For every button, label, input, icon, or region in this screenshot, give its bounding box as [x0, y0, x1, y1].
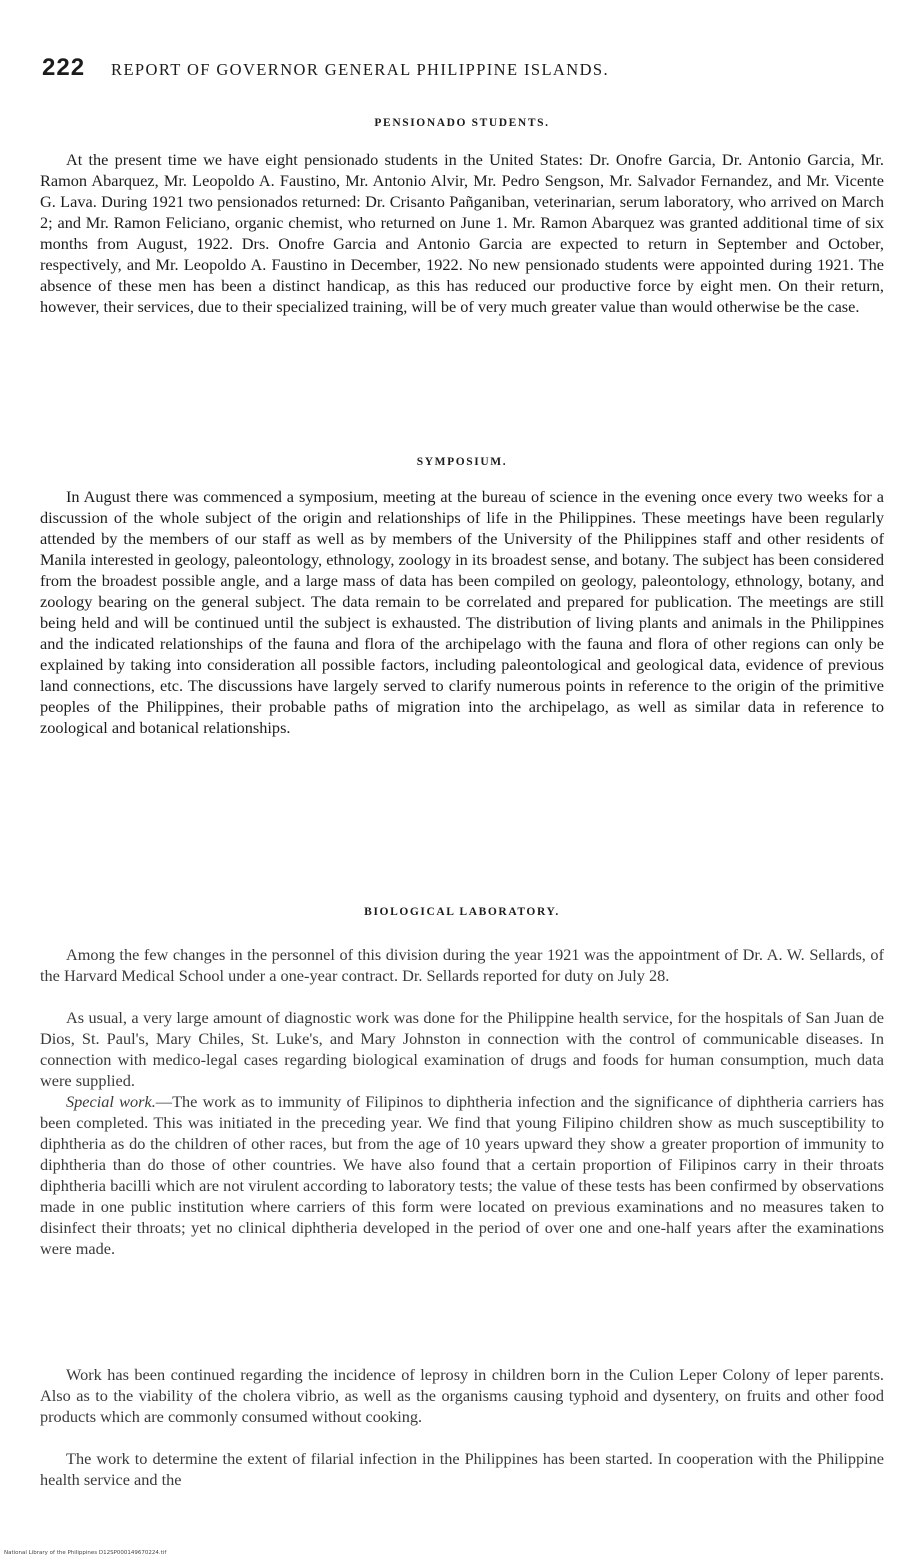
- paragraph-diagnostic-work: As usual, a very large amount of diagnostic work was done for the Philippine health service, for the hospitals of San Juan de Dios, St. Paul's, Mary Chiles, St. Luke's, and Mary Johnston in connection with the control of communicable diseases. In connection with medico-legal cases regarding biological examination of drugs and foods for human consumption, much data were supplied.: [40, 1008, 884, 1090]
- section-heading-pensionado-students: PENSIONADO STUDENTS.: [374, 117, 550, 129]
- running-header: [42, 54, 892, 88]
- page-number: 222: [42, 54, 86, 81]
- paragraph-biological-personnel: Among the few changes in the personnel of this division during the year 1921 was the appointment of Dr. A. W. Sellards, of the Harvard Medical School under a one-year contract. Dr. Sellards reported for duty on July 28.: [40, 945, 884, 985]
- paragraph-filarial-work: The work to determine the extent of filarial infection in the Philippines has been started. In cooperation with the Philippine health service and the: [40, 1449, 884, 1489]
- special-work-text: The work as to immunity of Filipinos to diphtheria infection and the significance of diphtheria carriers has been completed. This was initiated in the preceding year. We find that young Filipino children show as much susceptibility to diphtheria as do the children of other races, but from the age of 10 years upward they show a greater proportion of immunity to diphtheria than do those of other countries. We have also found that a certain proportion of Filipinos carry in their throats diphtheria bacilli which are not virulent according to laboratory tests; the value of these tests has been confirmed by observations made in one public institution where carriers of this form were located on previous examinations and no measures taken to disinfect their throats; yet no clinical diphtheria developed in the period of over one and one-half years after the examinations were made.: [40, 1092, 884, 1258]
- running-title: REPORT OF GOVERNOR GENERAL PHILIPPINE ISLANDS.: [111, 60, 609, 79]
- paragraph-leprosy-work: Work has been continued regarding the incidence of leprosy in children born in the Culion Leper Colony of leper parents. Also as to the viability of the cholera vibrio, as well as the organisms causing typhoid and dysentery, on fruits and other food products which are commonly consumed without cooking.: [40, 1365, 884, 1426]
- paragraph-pensionado-students: At the present time we have eight pensionado students in the United States: Dr. Onofre Garcia, Dr. Antonio Garcia, Mr. Ramon Abarquez, Mr. Leopoldo A. Faustino, Mr. Antonio Alvir, Mr. Pedro Sengson, Mr. Salvador Fernandez, and Mr. Vicente G. Lava. During 1921 two pensionados returned: Dr. Crisanto Pañganiban, veterinarian, serum laboratory, who arrived on March 2; and Mr. Ramon Feliciano, organic chemist, who returned on June 1. Mr. Ramon Abarquez was granted additional time of six months from August, 1922. Drs. Onofre Garcia and Antonio Garcia are expected to return in September and October, respectively, and Mr. Leopoldo A. Faustino in December, 1922. No new pensionado students were appointed during 1921. The absence of these men has been a distinct handicap, as this has reduced our productive force by eight men. On their return, however, their services, due to their specialized training, will be of very much greater value than would otherwise be the case.: [40, 150, 884, 316]
- paragraph-special-work: Special work.—The work as to immunity of Filipinos to diphtheria infection and the significance of diphtheria carriers has been completed. This was initiated in the preceding year. We find that young Filipino children show as much susceptibility to diphtheria as do the children of other races, but from the age of 10 years upward they show a greater proportion of immunity to diphtheria than do those of other countries. We have also found that a certain proportion of Filipinos carry in their throats diphtheria bacilli which are not virulent according to laboratory tests; the value of these tests has been confirmed by observations made in one public institution where carriers of this form were located on previous examinations and no measures taken to disinfect their throats; yet no clinical diphtheria developed in the period of over one and one-half years after the examinations were made.: [40, 1092, 884, 1258]
- scan-footer-note: National Library of the Philippines D12SP000149670224.tif: [4, 1550, 167, 1556]
- special-work-label: Special work.: [66, 1092, 156, 1111]
- section-heading-symposium: SYMPOSIUM.: [416, 456, 508, 468]
- section-heading-biological-laboratory: BIOLOGICAL LABORATORY.: [364, 906, 560, 918]
- paragraph-symposium: In August there was commenced a symposium, meeting at the bureau of science in the evening once every two weeks for a discussion of the whole subject of the origin and relationships of life in the Philippines. These meetings have been regularly attended by the members of our staff as well as by members of the University of the Philippines staff and other residents of Manila interested in geology, paleontology, ethnology, zoology in its broadest sense, and botany. The subject has been considered from the broadest possible angle, and a large mass of data has been compiled on geology, paleontology, ethnology, botany, and zoology bearing on the general subject. The data remain to be correlated and prepared for publication. The meetings are still being held and will be continued until the subject is exhausted. The distribution of living plants and animals in the Philippines and the indicated relationships of the fauna and flora of the archipelago with the fauna and flora of other regions can only be explained by taking into consideration all possible factors, including paleontological and geological data, evidence of previous land connections, etc. The discussions have largely served to clarify numerous points in reference to the origin of the primitive peoples of the Philippines, their probable paths of migration into the archipelago, as well as similar data in reference to zoological and botanical relationships.: [40, 487, 884, 737]
